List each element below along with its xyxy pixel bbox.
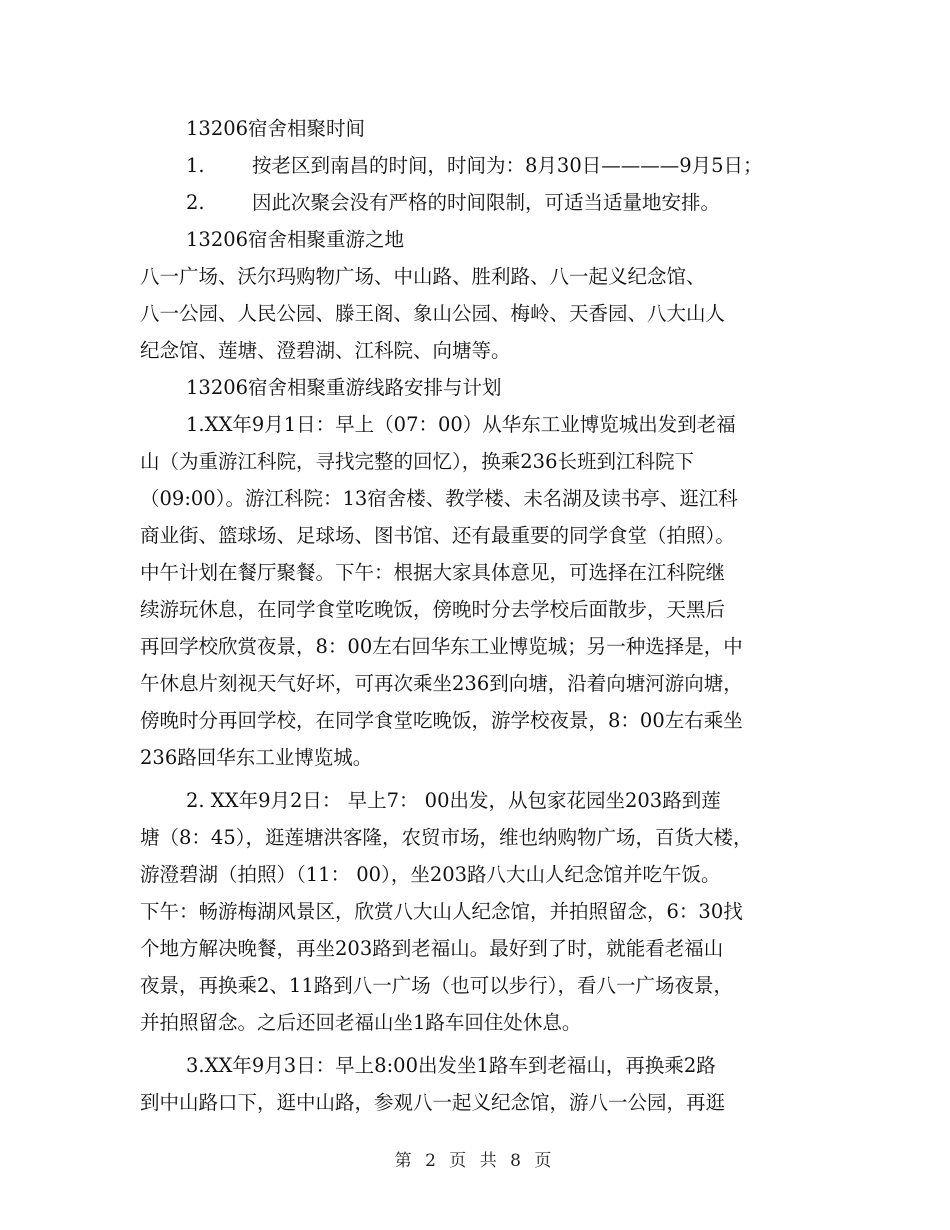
paragraph-line: 中午计划在餐厅聚餐。下午：根据大家具体意见，可选择在江科院继 bbox=[140, 561, 726, 584]
paragraph-line: 八一广场、沃尔玛购物广场、中山路、胜利路、八一起义纪念馆、 bbox=[140, 265, 706, 288]
section-heading-places: 13206宿舍相聚重游之地 bbox=[186, 228, 405, 251]
paragraph-line: 个地方解决晚餐，再坐203路到老福山。最好到了时，就能看老福山 bbox=[140, 937, 724, 960]
item-number: 1. bbox=[186, 154, 205, 177]
paragraph-line: 2. XX年9月2日： 早上7： 00出发，从包家花园坐203路到莲 bbox=[186, 789, 721, 812]
time-item bbox=[140, 147, 810, 184]
day1-paragraph bbox=[140, 406, 810, 776]
paragraph-line: 3.XX年9月3日：早上8:00出发坐1路车到老福山，再换乘2路 bbox=[186, 1054, 716, 1077]
paragraph-line: 夜景，再换乘2、11路到八一广场（也可以步行），看八一广场夜景， bbox=[140, 974, 733, 997]
day3-paragraph bbox=[140, 1047, 810, 1121]
paragraph-line: 商业街、篮球场、足球场、图书馆、还有最重要的同学食堂（拍照）。 bbox=[140, 524, 735, 547]
item-text: 按老区到南昌的时间，时间为：8月30日————9月5日； bbox=[252, 154, 763, 177]
paragraph-line: 山（为重游江科院，寻找完整的回忆），换乘236长班到江科院下 bbox=[140, 450, 694, 473]
day2-paragraph bbox=[140, 782, 810, 1041]
paragraph-line: 游澄碧湖（拍照）（11： 00），坐203路八大山人纪念馆并吃午饭。 bbox=[140, 863, 721, 886]
item-text: 因此次聚会没有严格的时间限制，可适当适量地安排。 bbox=[252, 191, 721, 214]
paragraph-line: 午休息片刻视天气好坏，可再次乘坐236到向塘，沿着向塘河游向塘， bbox=[140, 672, 743, 695]
time-item bbox=[140, 184, 810, 221]
paragraph-line: 续游玩休息，在同学食堂吃晚饭，傍晚时分去学校后面散步，天黑后 bbox=[140, 598, 726, 621]
paragraph-line: 塘（8：45），逛莲塘洪客隆，农贸市场，维也纳购物广场，百货大楼， bbox=[140, 826, 753, 849]
paragraph-line: 八一公园、人民公园、滕王阁、象山公园、梅岭、天香园、八大山人 bbox=[140, 302, 726, 325]
paragraph-line: 下午：畅游梅湖风景区，欣赏八大山人纪念馆，并拍照留念，6：30找 bbox=[140, 900, 743, 923]
places-paragraph bbox=[140, 258, 810, 369]
section-heading-time: 13206宿舍相聚时间 bbox=[186, 117, 366, 140]
paragraph-line: 再回学校欣赏夜景，8：00左右回华东工业博览城；另一种选择是，中 bbox=[140, 635, 743, 658]
paragraph-line: 236路回华东工业博览城。 bbox=[140, 746, 373, 769]
document-body bbox=[140, 110, 810, 1121]
section-heading-route: 13206宿舍相聚重游线路安排与计划 bbox=[186, 376, 502, 399]
item-number: 2. bbox=[186, 191, 205, 214]
paragraph-line: 并拍照留念。之后还回老福山坐1路车回住处休息。 bbox=[140, 1011, 582, 1034]
paragraph-line: （09:00）。游江科院：13宿舍楼、教学楼、未名湖及读书亭、逛江科 bbox=[140, 487, 738, 510]
paragraph-line: 纪念馆、莲塘、澄碧湖、江科院、向塘等。 bbox=[140, 339, 511, 362]
paragraph-line: 傍晚时分再回学校，在同学食堂吃晚饭，游学校夜景，8：00左右乘坐 bbox=[140, 709, 743, 732]
paragraph-line: 到中山路口下，逛中山路，参观八一起义纪念馆，游八一公园，再逛 bbox=[140, 1091, 726, 1114]
page-footer: 第 2 页 共 8 页 bbox=[394, 1151, 556, 1171]
paragraph-line: 1.XX年9月1日：早上（07：00）从华东工业博览城出发到老福 bbox=[186, 413, 736, 436]
